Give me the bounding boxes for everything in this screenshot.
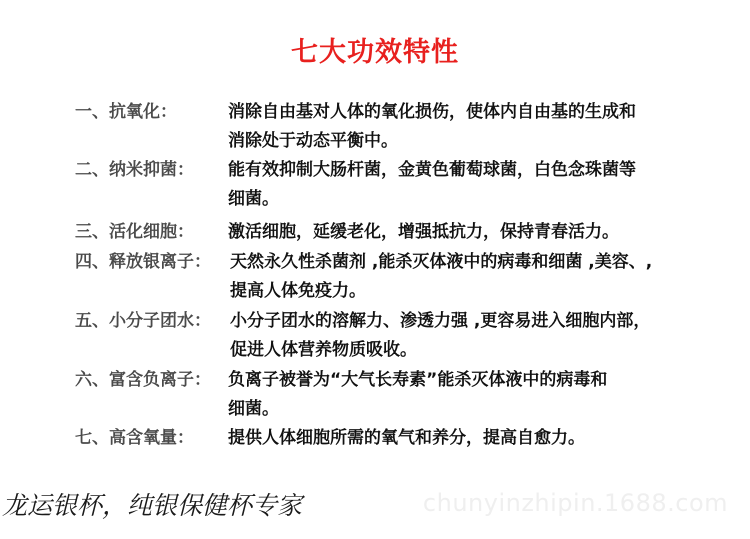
feature-list xyxy=(0,98,750,453)
feature-label: 四、释放银离子： xyxy=(75,252,211,272)
feature-line: 提高人体免疫力。 xyxy=(230,281,366,301)
feature-line: 能有效抑制大肠杆菌，金黄色葡萄球菌，白色念珠菌等 xyxy=(228,160,636,180)
feature-item-negative-ions xyxy=(0,366,750,424)
feature-description xyxy=(228,98,688,156)
feature-item-antibacterial xyxy=(0,156,750,216)
feature-line: 促进人体营养物质吸收。 xyxy=(230,340,417,360)
feature-line: 激活细胞，延缓老化，增强抵抗力，保持青春活力。 xyxy=(228,222,619,242)
feature-item-cell-activation xyxy=(0,218,750,247)
feature-description xyxy=(228,156,688,214)
page-title: 七大功效特性 xyxy=(291,37,459,68)
feature-description xyxy=(228,424,688,453)
feature-label: 五、小分子团水： xyxy=(75,311,211,331)
feature-line: 提供人体细胞所需的氧气和养分，提高自愈力。 xyxy=(228,428,585,448)
feature-label: 六、富含负离子： xyxy=(75,370,211,390)
feature-description xyxy=(230,248,690,306)
feature-line: 小分子团水的溶解力、渗透力强 ,更容易进入细胞内部， xyxy=(230,311,651,331)
site-watermark: chunyinzhipin.1688.com xyxy=(422,489,728,517)
feature-line: 负离子被誉为“大气长寿素”能杀灭体液中的病毒和 xyxy=(228,370,608,390)
feature-description xyxy=(228,218,688,247)
feature-item-antioxidant xyxy=(0,98,750,156)
footer xyxy=(0,486,750,530)
feature-item-small-molecule-water xyxy=(0,307,750,365)
feature-line: 消除自由基对人体的氧化损伤，使体内自由基的生成和 xyxy=(228,102,636,122)
feature-label: 七、高含氧量： xyxy=(75,428,194,448)
brand-slogan: 龙运银杯，纯银保健杯专家 xyxy=(2,491,303,520)
feature-label: 二、纳米抑菌： xyxy=(75,160,194,180)
feature-description xyxy=(230,307,690,365)
feature-line: 消除处于动态平衡中。 xyxy=(228,131,398,151)
feature-line: 细菌。 xyxy=(228,399,279,419)
feature-item-oxygen xyxy=(0,424,750,453)
feature-description xyxy=(228,366,688,424)
feature-line: 天然永久性杀菌剂 ,能杀灭体液中的病毒和细菌 ,美容、, xyxy=(230,252,653,272)
feature-label: 三、活化细胞： xyxy=(75,222,194,242)
feature-label: 一、抗氧化： xyxy=(75,102,177,122)
feature-line: 细菌。 xyxy=(228,189,279,209)
feature-item-silver-ions xyxy=(0,248,750,306)
